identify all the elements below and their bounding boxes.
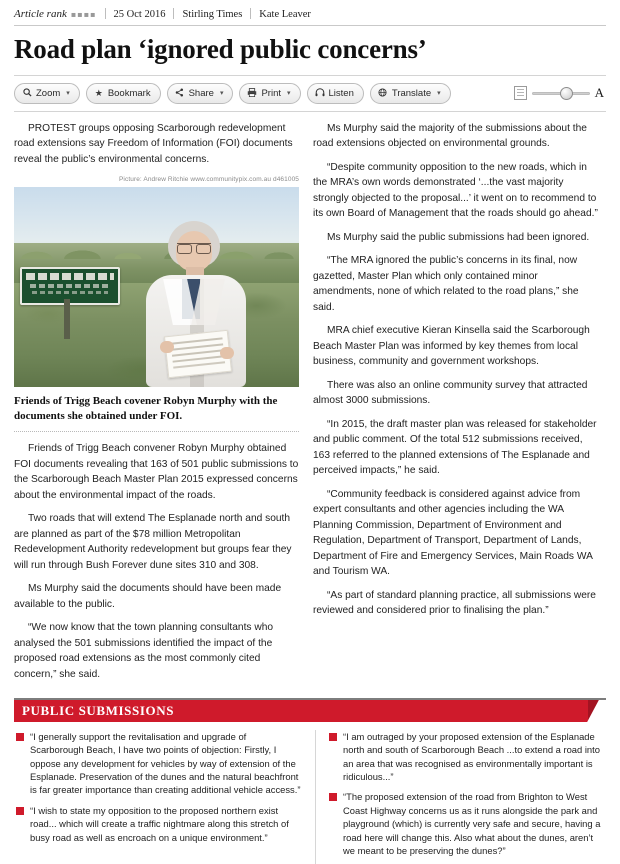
text-size-slider[interactable] [532, 87, 590, 99]
paragraph: “We now know that the town planning consultants who analysed the 501 submissions identified the impact of the proposed road extensions as the most commonly cited concern,” she said. [14, 622, 274, 680]
submission-quote [329, 730, 601, 783]
magnifier-icon [22, 88, 32, 98]
person-in-photo [138, 221, 258, 387]
submission-quote [329, 790, 601, 857]
submission-quote-text: “I wish to state my opposition to the proposed northern exist road... which will create a traffic nightmare along this stretch of busy road as well as encroach on a unique environment.” [30, 804, 289, 843]
bookmark-button[interactable] [86, 83, 161, 104]
toolbar-divider [14, 111, 606, 112]
submission-quote-text: “The proposed extension of the road from Brighton to West Coast Highway concerns us as it runs alongside the park and playground (which) is currently very safe and secure, having a road here will change this. Also what about the dunes, aren’t we meant to be preserving the dunes?” [343, 791, 601, 856]
print-button[interactable] [239, 83, 300, 104]
listen-button[interactable] [307, 83, 364, 104]
text-size-control[interactable] [514, 86, 606, 100]
bullet-icon [329, 733, 337, 741]
translate-button[interactable] [370, 83, 451, 104]
paragraph: Two roads that will extend The Esplanade north and south are planned as part of the $78 million Metropolitan Redevelopment Authority redevelopment but groups fear they will run through Bush Forever dune sites 310 and 308. [14, 513, 292, 571]
hand-left [160, 341, 174, 353]
paragraph: PROTEST groups opposing Scarborough redevelopment road extensions say Freedom of Information (FOI) documents reveal the public’s environmental concerns. [14, 122, 293, 165]
sign-line-1 [26, 273, 114, 280]
globe-icon [378, 88, 388, 98]
slider-knob[interactable] [560, 87, 573, 100]
chevron-down-icon: ▾ [219, 90, 224, 98]
listen-button-label: Listen [328, 87, 354, 99]
bookmark-button-label: Bookmark [107, 87, 151, 99]
paragraph: Ms Murphy said the majority of the submissions about the road extensions objected on environmental grounds. [313, 122, 587, 150]
photo-credit: Picture: Andrew Ritchie www.communitypix.com.au d461005 [119, 176, 299, 184]
glasses-icon [177, 243, 211, 252]
submission-quote [16, 804, 301, 844]
submission-quote-text: “I am outraged by your proposed extension of the Esplanade north and south of Scarborough Beach ...to extend a road into an area that was recognised as environmentally important is ridiculous...” [343, 731, 600, 783]
chevron-down-icon: ▾ [287, 90, 291, 98]
hand-right [220, 347, 234, 359]
paragraph: Friends of Trigg Beach convener Robyn Murphy obtained FOI documents revealing that 163 of 501 public submissions to the Scarborough Beach Master Plan 2015 expressed concerns about the environmental impact of the roads. [14, 443, 299, 501]
paragraph: There was also an online community survey that attracted almost 3000 submissions. [313, 379, 588, 407]
zoom-button-label: Zoom [36, 87, 61, 99]
panel-header [14, 700, 606, 722]
dune-conservation-sign [20, 267, 120, 305]
page-icon[interactable] [514, 86, 527, 100]
page-title: Road plan ‘ignored public concerns’ [14, 34, 427, 64]
panel-body [14, 722, 606, 864]
article-rank-dots: ▪▪▪▪ [70, 10, 97, 19]
paragraph: Ms Murphy said the public submissions had been ignored. [327, 231, 590, 243]
paragraph: Ms Murphy said the documents should have been made available to the public. [14, 583, 282, 610]
sign-post [64, 299, 70, 339]
share-button[interactable] [167, 83, 234, 104]
paragraph: “Community feedback is considered against advice from expert consultants and other agencies including the WA Planning Commission, Department of Environment and Regulation, Department of Transport, Department of Lands, Department of Fire and Emergency Services, Main Roads WA and Tourism WA. [313, 488, 593, 578]
chevron-down-icon: ▾ [437, 90, 441, 98]
paragraph: “As part of standard planning practice, all submissions were reviewed and considered prior to finalising the plan.” [313, 589, 596, 617]
article-body [12, 121, 608, 690]
panel-left-column [16, 730, 301, 864]
sign-line-3 [32, 291, 108, 294]
share-button-label: Share [188, 87, 214, 99]
caption-divider [14, 431, 299, 432]
sign-line-2 [30, 284, 110, 288]
article-left-column [14, 121, 299, 690]
article-date: 25 Oct 2016 [113, 9, 166, 20]
share-icon [175, 88, 185, 98]
print-button-label: Print [261, 87, 281, 99]
article-meta-bar [12, 0, 608, 25]
article-toolbar [12, 76, 608, 111]
bullet-icon [16, 807, 24, 815]
paragraph: “Despite community opposition to the new roads, which in the MRA’s own words demonstrated ‘...the vast majority strongly objected to the proposal...’ it went on to recommend to its own Board of Management that the roads should go ahead.” [313, 161, 598, 220]
bullet-icon [329, 793, 337, 801]
letter-a-icon[interactable]: A [594, 85, 604, 101]
zoom-button[interactable] [14, 83, 80, 104]
bullet-icon [16, 733, 24, 741]
publication-name: Stirling Times [182, 9, 243, 20]
headphones-icon [315, 88, 325, 98]
printer-icon [247, 88, 257, 98]
public-submissions-panel [14, 698, 606, 864]
article-right-column [313, 121, 598, 690]
submission-quote-text: “I generally support the revitalisation and upgrade of Scarborough Beach, I have two points of objection: Firstly, I oppose any development for vehicles by way of extension of the Esplanade. Preservation of the dunes and the natural beachfront is far greater importance than creating additional vehicle access.” [30, 731, 301, 796]
star-icon: ★ [94, 88, 103, 99]
paragraph: “The MRA ignored the public’s concerns in its final, now gazetted, Master Plan which only contained minor amendments, none of which related to the road plans,” she said. [313, 255, 579, 313]
article-photo [14, 187, 299, 387]
photo-caption: Friends of Trigg Beach covener Robyn Murphy with the documents she obtained under FOI. [14, 395, 278, 422]
panel-title: PUBLIC SUBMISSIONS [22, 703, 175, 719]
paragraph: “In 2015, the draft master plan was released for stakeholder and public comment. Of the total 512 submissions received, 163 referred to the planned extensions of The Esplanade and perceived impacts,” he said. [313, 418, 597, 477]
translate-button-label: Translate [391, 87, 432, 99]
panel-right-column [315, 730, 601, 864]
article-rank-label [12, 8, 105, 20]
paragraph: MRA chief executive Kieran Kinsella said the Scarborough Beach Master Plan was informed by key themes from local business, community and government workshops. [313, 325, 590, 368]
submission-quote [16, 730, 301, 797]
article-rank-text: Article rank [14, 8, 67, 20]
panel-corner-shape [588, 700, 602, 722]
chevron-down-icon: ▾ [66, 90, 70, 98]
article-author: Kate Leaver [259, 9, 311, 20]
